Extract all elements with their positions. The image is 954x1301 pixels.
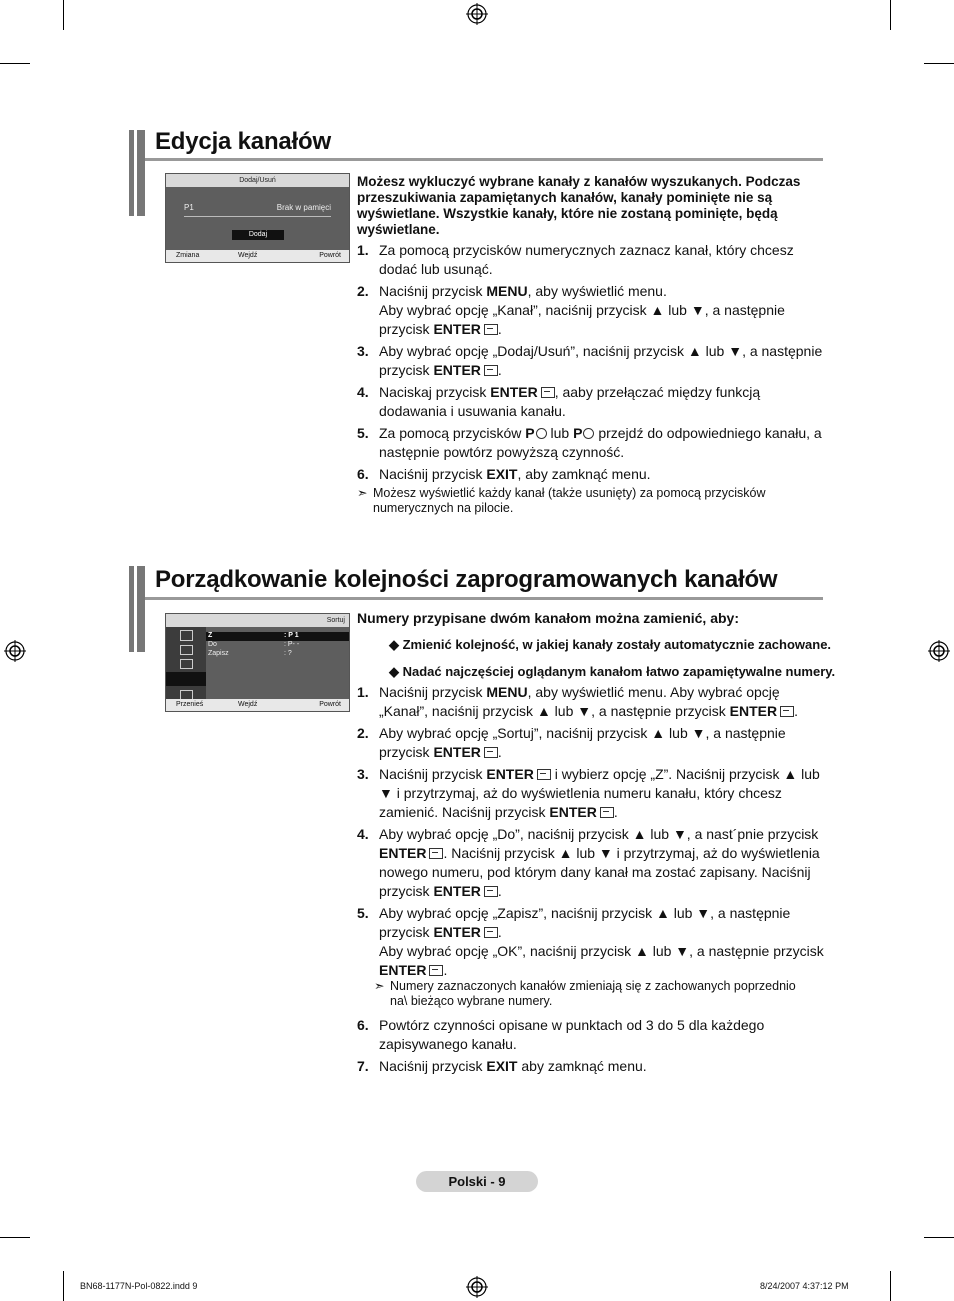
step-number: 4. [357, 826, 369, 842]
step-number: 2. [357, 725, 369, 741]
bullet-item [389, 637, 831, 653]
picture-icon [180, 630, 193, 641]
registration-mark-icon [928, 640, 950, 662]
step-item [357, 1016, 825, 1054]
crop-mark [63, 0, 64, 30]
arrow-icon: ➣ [374, 979, 385, 993]
registration-mark-icon [466, 3, 488, 25]
section-title: Porządkowanie kolejności zaprogramowanych kanałów [155, 566, 778, 593]
osd-footer-enter: Wejdź [238, 252, 258, 259]
note [374, 979, 810, 1009]
osd-row-from-value: : P 1 [284, 632, 299, 639]
crop-mark [890, 1271, 891, 1301]
section-intro: Możesz wykluczyć wybrane kanały z kanałów wyszukanych. Podczas przeszukiwania zapamiętanych kanałów, kanały pominięte nie są wyświetlane. Wszystkie kanały, które nie zostaną pominięte, będą wyświetlane. [357, 174, 801, 237]
step-number: 4. [357, 384, 369, 400]
steps-list [357, 241, 825, 487]
osd-footer-move: Przenieś [176, 701, 204, 708]
osd-footer [166, 699, 349, 711]
osd-sort [165, 613, 350, 712]
step-text: Aby wybrać opcję „Zapisz”, naciśnij przycisk ▲ lub ▼, a następnie przycisk ENTER . Aby wybrać opcję „OK”, naciśnij przycisk ▲ lub ▼, a następnie przycisk ENTER . [379, 905, 824, 978]
step-item [357, 282, 825, 339]
step-item [357, 383, 825, 421]
crop-mark [0, 63, 30, 64]
osd-row-highlight [206, 632, 349, 641]
section-bars [129, 130, 145, 216]
footer-date: 8/24/2007 4:37:12 PM [760, 1281, 849, 1291]
osd-footer-move: Zmiana [176, 252, 200, 259]
osd-footer [166, 250, 349, 262]
crop-mark [924, 1237, 954, 1238]
osd-row-to-value: : P- - [284, 641, 300, 648]
step-number: 6. [357, 466, 369, 482]
osd-status: Brak w pamięci [276, 203, 331, 212]
step-number: 6. [357, 1017, 369, 1033]
step-number: 5. [357, 425, 369, 441]
bullet-item [389, 664, 835, 680]
step-text: Aby wybrać opcję „Dodaj/Usuń”, naciśnij przycisk ▲ lub ▼, a następnie przycisk ENTER . [379, 343, 823, 378]
diamond-icon: ◆ [389, 664, 403, 679]
osd-header: Dodaj/Usuń [166, 174, 349, 187]
step-text: Naciśnij przycisk EXIT aby zamknąć menu. [379, 1058, 647, 1074]
step-item [357, 683, 825, 721]
crop-mark [924, 63, 954, 64]
step-number: 2. [357, 283, 369, 299]
footer-file: BN68-1177N-Pol-0822.indd 9 [80, 1281, 198, 1291]
bullet-text: Zmienić kolejność, w jakiej kanały zostały automatycznie zachowane. [402, 637, 832, 652]
osd-row-to-label[interactable]: Do [208, 641, 217, 648]
speaker-icon [180, 659, 193, 669]
section-rule [145, 158, 823, 161]
step-text: Naciśnij przycisk EXIT, aby zamknąć menu. [379, 466, 651, 482]
step-item [357, 724, 825, 762]
note [357, 486, 833, 516]
osd-add-button[interactable]: Dodaj [232, 230, 284, 240]
crop-mark [890, 0, 891, 30]
step-item [357, 904, 825, 980]
section-rule [145, 597, 823, 600]
page-label: Polski - 9 [416, 1171, 538, 1192]
steps-list [357, 1016, 825, 1079]
step-text: Aby wybrać opcję „Do”, naciśnij przycisk ▲ lub ▼, a nast´pnie przycisk ENTER . Naciśnij przycisk ▲ lub ▼ i przytrzymaj, aż do wyświetlenia nowego numeru, pod którym dany kanał ma zostać zapisany. Naciśnij przycisk ENTER . [379, 826, 820, 899]
step-item [357, 1057, 825, 1076]
crop-mark [63, 1271, 64, 1301]
sound-icon [180, 645, 193, 655]
step-text: Powtórz czynności opisane w punktach od 3 do 5 dla każdego zapisywanego kanału. [379, 1017, 765, 1052]
step-text: Naciśnij przycisk MENU, aby wyświetlić menu. Aby wybrać opcję „Kanał”, naciśnij przycisk ▲ lub ▼, a następnie przycisk ENTER . [379, 684, 798, 719]
osd-divider [184, 216, 331, 217]
section-intro: Numery przypisane dwóm kanałom można zamienić, aby: [357, 610, 739, 626]
osd-row-save-value: : ? [284, 650, 292, 657]
step-item [357, 424, 825, 462]
arrow-icon: ➣ [357, 486, 368, 500]
section-title: Edycja kanałów [155, 128, 331, 155]
channel-icon-selected [166, 672, 206, 686]
registration-mark-icon [4, 640, 26, 662]
note-text: Możesz wyświetlić każdy kanał (także usunięty) za pomocą przycisków numerycznych na pilocie. [373, 486, 766, 515]
step-number: 5. [357, 905, 369, 921]
step-item [357, 241, 825, 279]
crop-mark [0, 1237, 30, 1238]
registration-mark-icon [466, 1276, 488, 1298]
osd-footer-enter: Wejdź [238, 701, 258, 708]
section-bars [129, 566, 145, 652]
step-text: Naciskaj przycisk ENTER , aaby przełączać między funkcją dodawania i usuwania kanału. [379, 384, 761, 419]
osd-header: Sortuj [166, 614, 349, 627]
osd-add-remove [165, 173, 350, 263]
bullet-text: Nadać najczęściej oglądanym kanałom łatwo zapamiętywalne numery. [402, 664, 836, 679]
step-number: 7. [357, 1058, 369, 1074]
step-text: Aby wybrać opcję „Sortuj”, naciśnij przycisk ▲ lub ▼, a następnie przycisk ENTER . [379, 725, 786, 760]
step-number: 3. [357, 343, 369, 359]
note-text: Numery zaznaczonych kanałów zmieniają się z zachowanych poprzednio na\ bieżąco wybrane numery. [390, 979, 796, 1008]
osd-row-from-label[interactable]: Z [208, 632, 213, 639]
step-text: Za pomocą przycisków numerycznych zaznacz kanał, który chcesz dodać lub usunąć. [379, 242, 794, 277]
step-number: 1. [357, 242, 369, 258]
step-text: Naciśnij przycisk ENTER i wybierz opcję „Z”. Naciśnij przycisk ▲ lub ▼ i przytrzymaj, aż do wyświetlenia numeru kanału, który chcesz zamienić. Naciśnij przycisk ENTER . [379, 766, 820, 820]
osd-channel: P1 [184, 203, 194, 212]
osd-footer-return: Powrót [319, 701, 341, 708]
step-item [357, 825, 825, 901]
osd-content [206, 627, 349, 699]
osd-footer-return: Powrót [319, 252, 341, 259]
step-item [357, 465, 825, 484]
osd-row-save-label[interactable]: Zapisz [208, 650, 229, 657]
diamond-icon: ◆ [389, 637, 403, 652]
steps-list [357, 683, 825, 983]
step-text: Za pomocą przycisków P lub P przejdź do odpowiedniego kanału, a następnie powtórz powyższą czynność. [379, 425, 822, 460]
step-number: 1. [357, 684, 369, 700]
step-number: 3. [357, 766, 369, 782]
step-item [357, 342, 825, 380]
step-text: Naciśnij przycisk MENU, aby wyświetlić menu. Aby wybrać opcję „Kanał”, naciśnij przycisk ▲ lub ▼, a następnie przycisk ENTER . [379, 283, 785, 337]
step-item [357, 765, 825, 822]
osd-sidebar [166, 627, 206, 699]
